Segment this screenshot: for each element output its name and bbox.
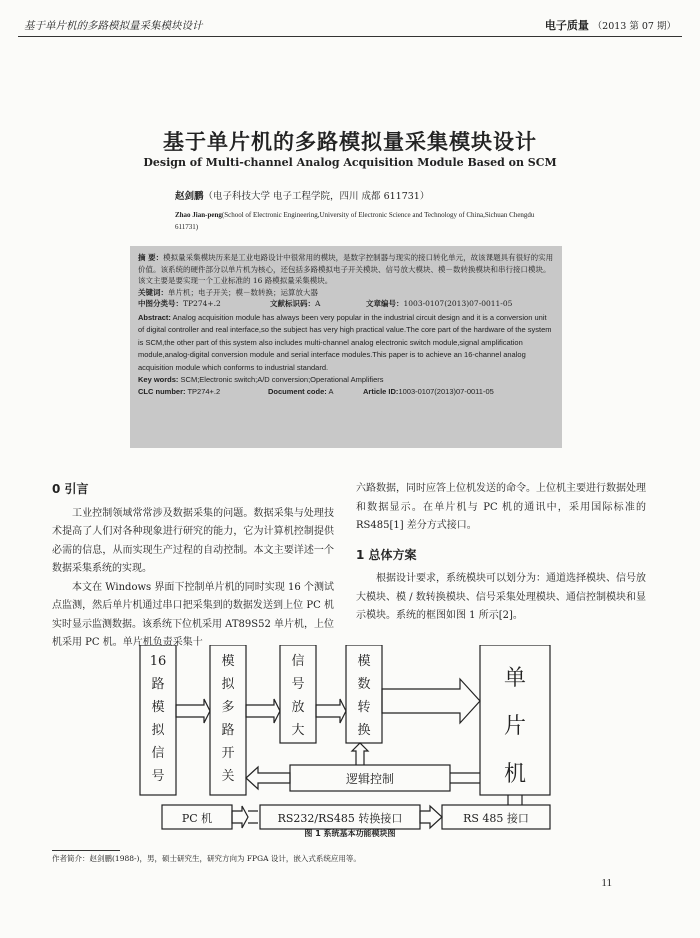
label-analog-switch-char: 开 [221, 746, 235, 761]
journal-name: 电子质量 （2013 第 07 期） [544, 19, 676, 32]
abstract-en: Abstract: Analog acquisition module has always been very popular in the industrial circuit design and it is a conversion unit of digital controller and real interface,so the subject has very high practical value.The core part of the hardware of the system is SCM,the other part of this system also includes multi-channel analog electronic switch module,signal amplification module,analog-digital conversion module and serial interface modules.This paper is to achieve an 16-channel analog acquisition module which conforms to industrial standard. [138, 312, 552, 372]
abstract-cn: 摘 要：模拟量采集模块历来是工业电路设计中很常用的模块，是数字控制器与现实的接口转化单元，故该课题具有很好的实用价值。该系统的硬件部分以单片机为核心，还包括多路模拟电子开关模块、信号放大模块、模－数转换模块和串行接口模块。该文主要是要实现一个工业标准的 16 路模拟量采集模块。 [138, 253, 554, 286]
author-line-en [175, 209, 535, 233]
arrow-logic-to-switch [246, 767, 290, 789]
label-adc-char: 模 [357, 654, 371, 669]
label-adc-char: 转 [357, 700, 371, 715]
label-analog-switch-char: 拟 [221, 677, 235, 692]
author-footnote: 作者简介：赵剑鹏(1988-)，男，硕士研究生，研究方向为 FPGA 设计，嵌入式系统应用等。 [52, 854, 361, 863]
logic-link [450, 773, 480, 783]
label-analog-switch-char: 路 [221, 723, 235, 738]
paper-title-en: Design of Multi-channel Analog Acquisition Module Based on SCM [143, 156, 557, 169]
label-mcu-char: 机 [503, 762, 527, 787]
link-mcu-rs485 [508, 795, 522, 805]
label-16-channel-char: 16 [149, 654, 167, 669]
paper-title-cn: 基于单片机的多路模拟量采集模块设计 [163, 129, 537, 154]
label-rs485-port: RS 485 接口 [463, 812, 529, 825]
label-amplifier-char: 信 [291, 654, 305, 669]
label-16-channel-char: 路 [151, 677, 165, 692]
section-0-continuation: 六路数据，同时应答上位机发送的命令。上位机主要进行数据处理和数据显示。在单片机与 PC 机的通讯中，采用国际标准的 RS485[1] 差分方式接口。 [356, 483, 646, 531]
label-16-channel-char: 拟 [151, 723, 165, 738]
section-1-heading: 1 总体方案 [356, 547, 417, 562]
section-1-paragraph-1: 根据设计要求，系统模块可以划分为：通道选择模块、信号放大模块、模 / 数转换模块、信号采集处理模块、通信控制模块和显示模块。系统的框图如图 1 所示[2]。 [356, 573, 646, 621]
label-16-channel-char: 信 [151, 746, 165, 761]
figure-caption: 图 1 系统基本功能模块图 [304, 829, 396, 838]
label-mcu-char: 片 [503, 714, 527, 739]
arrow-amp-to-adc [316, 699, 346, 723]
classification-en: CLC number: TP274+.2 Document code: A Article ID:1003-0107(2013)07-0011-05 [138, 387, 494, 397]
label-mcu-char: 单 [503, 666, 527, 691]
label-rs232-rs485: RS232/RS485 转换接口 [277, 812, 403, 825]
label-logic-control: 逻辑控制 [345, 772, 395, 786]
column-right [356, 480, 646, 626]
label-adc-char: 换 [357, 723, 371, 738]
author-line-cn [175, 188, 429, 202]
footnote-rule [52, 850, 120, 851]
label-analog-switch-char: 模 [221, 654, 235, 669]
label-amplifier-char: 号 [291, 677, 305, 692]
block-diagram [130, 645, 570, 830]
arrow-conv-rs485 [420, 806, 442, 828]
label-analog-switch-char: 多 [221, 700, 235, 715]
label-amplifier-char: 放 [291, 700, 305, 715]
section-0-paragraph-2: 本文在 Windows 界面下控制单片机的同时实现 16 个测试点监测，然后单片机通过串口把采集到的数据发送到上位 PC 机实时显示监测数据。该系统下位机采用 AT89S52 单片机，上位机采用 PC 机。单片机负责采集十 [52, 581, 335, 648]
arrow-logic-to-adc [352, 743, 368, 765]
author-name-en: Zhao Jian-peng [175, 211, 222, 219]
arrow-adc-to-mcu [382, 679, 480, 723]
arrow-switch-to-amp [246, 699, 280, 723]
classification-cn: 中图分类号：TP274+.2 文献标识码：A 文章编号：1003-0107(2013)07-0011-05 [138, 299, 513, 309]
label-16-channel-char: 模 [151, 700, 165, 715]
author-name-cn: 赵剑鹏 [175, 191, 204, 202]
affiliation-en: (School of Electronic Engineering,University of Electronic Science and Technology of China,Sichuan Chengdu 611731) [175, 211, 535, 231]
running-title: 基于单片机的多路模拟量采集模块设计 [24, 20, 203, 32]
section-0-heading: 0 引言 [52, 482, 89, 496]
label-16-channel-char: 号 [151, 769, 165, 784]
arrow-ch-to-switch [176, 699, 210, 723]
affiliation-cn: （电子科技大学 电子工程学院，四川 成都 611731） [203, 191, 430, 202]
label-analog-switch-char: 关 [221, 769, 235, 784]
keywords-en: Key words: SCM;Electronic switch;A/D conversion;Operational Amplifiers [138, 375, 384, 384]
keywords-cn: 关键词：单片机；电子开关；模－数转换；运算放大器 [138, 287, 318, 297]
label-pc: PC 机 [181, 812, 213, 825]
section-0-paragraph-1: 工业控制领域常常涉及数据采集的问题。数据采集与处理技术提高了人们对各种现象进行研究的能力，它为计算机控制提供必需的信息，从而实现生产过程的自动控制。本文主要详述一个数据采集系统的实现。 [52, 507, 334, 574]
page-header [18, 14, 682, 37]
label-amplifier-char: 大 [291, 723, 305, 738]
column-left [52, 480, 334, 653]
label-adc-char: 数 [357, 677, 371, 692]
abstract-box [130, 246, 562, 448]
arrow-pc-conv [232, 806, 248, 828]
journal-issue: （2013 第 07 期） [592, 21, 676, 32]
page-number: 11 [601, 877, 612, 889]
link-pc-conv [248, 811, 258, 823]
